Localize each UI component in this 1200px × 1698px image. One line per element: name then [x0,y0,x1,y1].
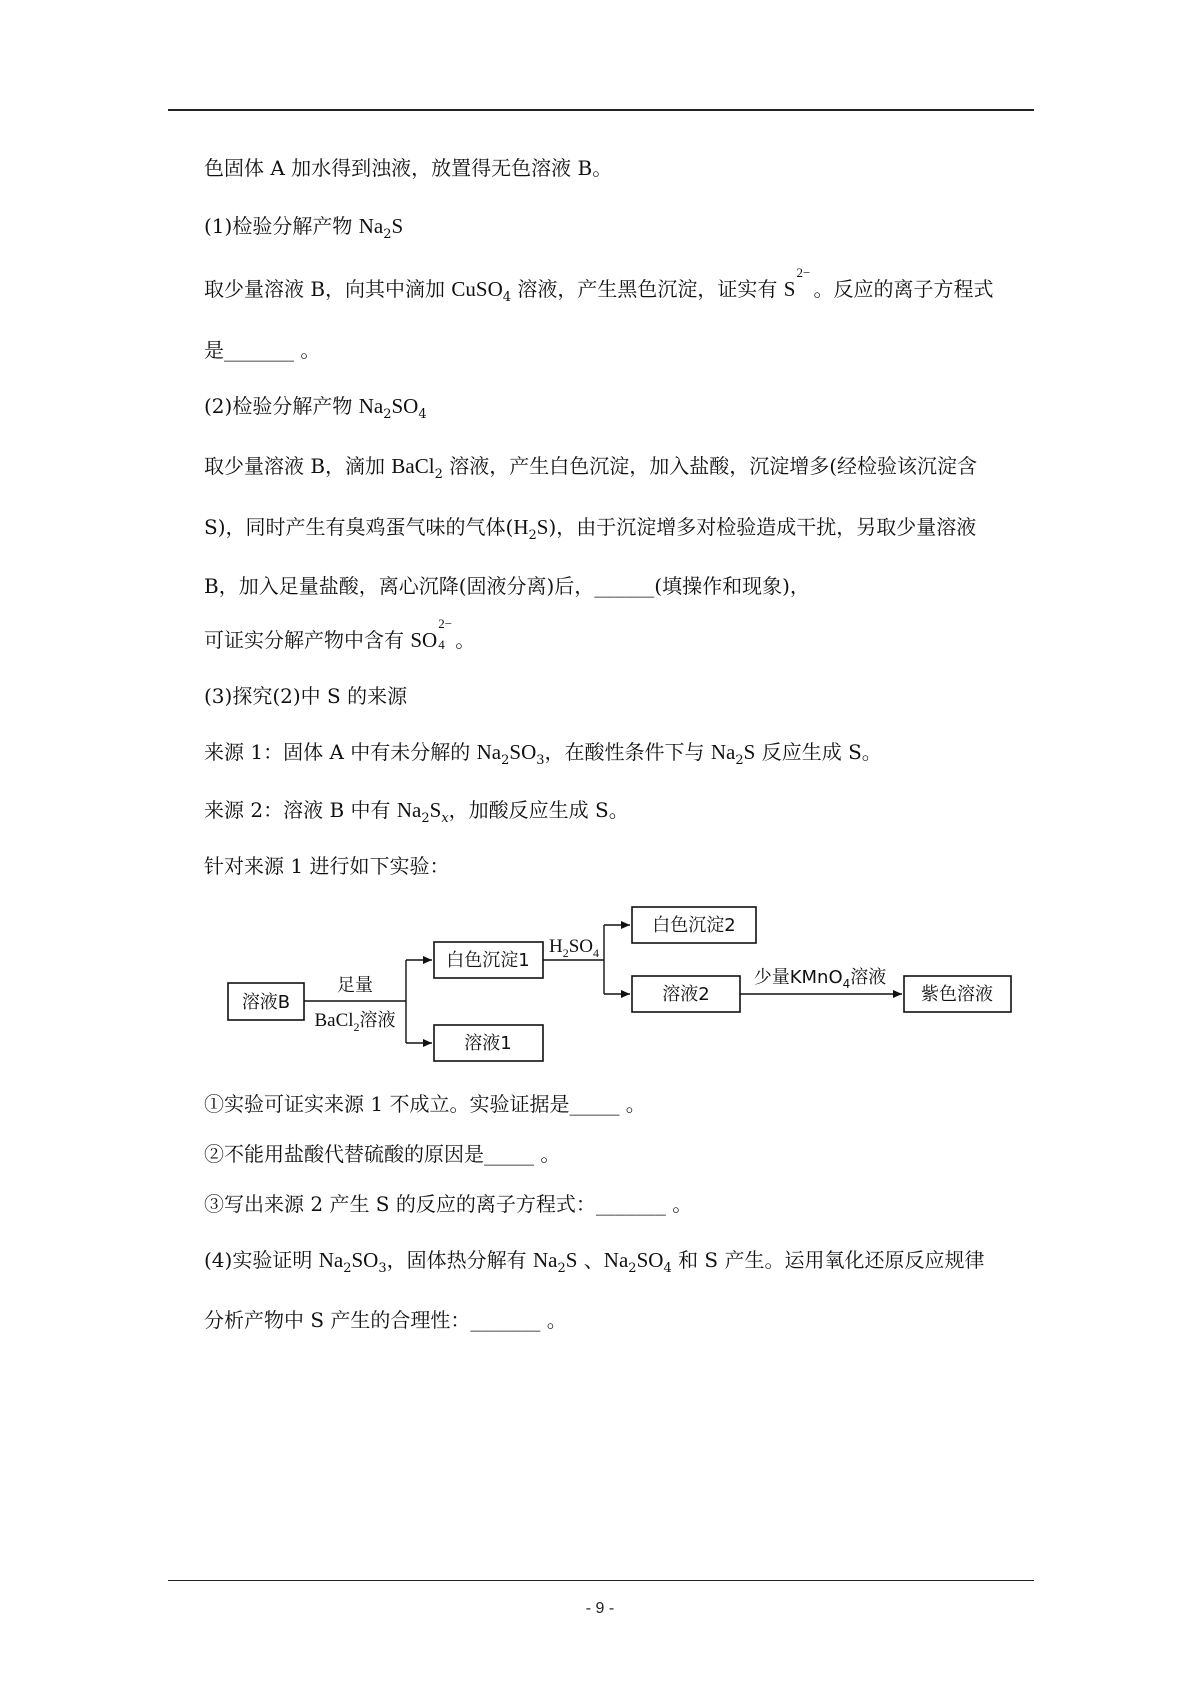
box-purple-solution [904,976,1011,1012]
label-h2so4: $H_2SO_4$ [548,936,600,960]
box-solution-b-label: 溶液B [241,992,291,1013]
box-white-ppt2 [632,907,756,943]
q4-line-1: (4)实验证明 $Na_2SO_3$，固体热分解有 $Na_2S$ 、$Na_2SO_4$ 和 S 产生。运用氧化还原反应规律 [204,1248,985,1276]
q1-line-1: 取少量溶液 B，向其中滴加 CuSO$_4$ 溶液，产生黑色沉淀，证实有 S 2− 。反应的离子方程式 [204,265,994,305]
intro-line: 色固体 A 加水得到浊液，放置得无色溶液 B。 [204,156,613,180]
box-white-ppt1-label: 白色沉淀1 [446,950,530,971]
q2-heading: (2)检验分解产物 $Na_2SO_4$ [204,394,427,422]
box-white-ppt1 [434,942,543,978]
label-kmno4: 少量KMnO$_4$溶液 [753,967,887,991]
q2-line-3: B，加入足量盐酸，离心沉降(固液分离)后，______(填操作和现象)， [204,574,810,598]
page-number: - 9 - [585,1600,615,1617]
q3-item-2: ②不能用盐酸代替硫酸的原因是_____ 。 [204,1142,561,1166]
box-solution1-label: 溶液1 [464,1033,512,1054]
sulfide-ion: S 2− [783,265,811,301]
box-purple-solution-label: 紫色溶液 [921,984,993,1005]
q3-item-3: ③写出来源 2 产生 S 的反应的离子方程式：_______ 。 [204,1192,693,1216]
footer-rule [168,1580,1034,1581]
q3-source-1: 来源 1：固体 A 中有未分解的 $Na_2SO_3$，在酸性条件下与 $Na_2S$ 反应生成 S。 [204,740,882,768]
label-bacl2: BaCl$_2$溶液 [314,1010,396,1034]
box-solution1 [434,1025,543,1061]
q1-line-2: 是_______ 。 [204,338,321,362]
q2-line-4: 可证实分解产物中含有 SO 2− 4 。 [204,616,476,652]
q2-line-1: 取少量溶液 B，滴加 BaCl$_2$ 溶液，产生白色沉淀，加入盐酸，沉淀增多(经检验该沉淀含 [204,454,978,482]
q3-source-2: 来源 2：溶液 B 中有 $Na_2S_x$，加酸反应生成 S。 [204,798,629,826]
q2-line-2: S)，同时产生有臭鸡蛋气味的气体$(H_2S)$，由于沉淀增多对检验造成干扰，另取少量溶液 [204,515,977,543]
q4-line-2: 分析产物中 S 产生的合理性：_______ 。 [204,1308,567,1332]
label-enough: 足量 [337,975,373,996]
q3-heading: (3)探究(2)中 S 的来源 [204,684,408,708]
header-rule [168,109,1034,111]
box-solution2 [632,976,740,1012]
box-white-ppt2-label: 白色沉淀2 [652,915,736,936]
q1-heading: (1)检验分解产物 $Na_2S$ [204,214,404,242]
box-solution-b [228,983,304,1020]
q3-experiment-intro: 针对来源 1 进行如下实验： [204,854,450,878]
sulfate-ion: SO 2− 4 [410,616,453,652]
box-solution2-label: 溶液2 [662,984,710,1005]
q3-item-1: ①实验可证实来源 1 不成立。实验证据是_____ 。 [204,1092,646,1116]
